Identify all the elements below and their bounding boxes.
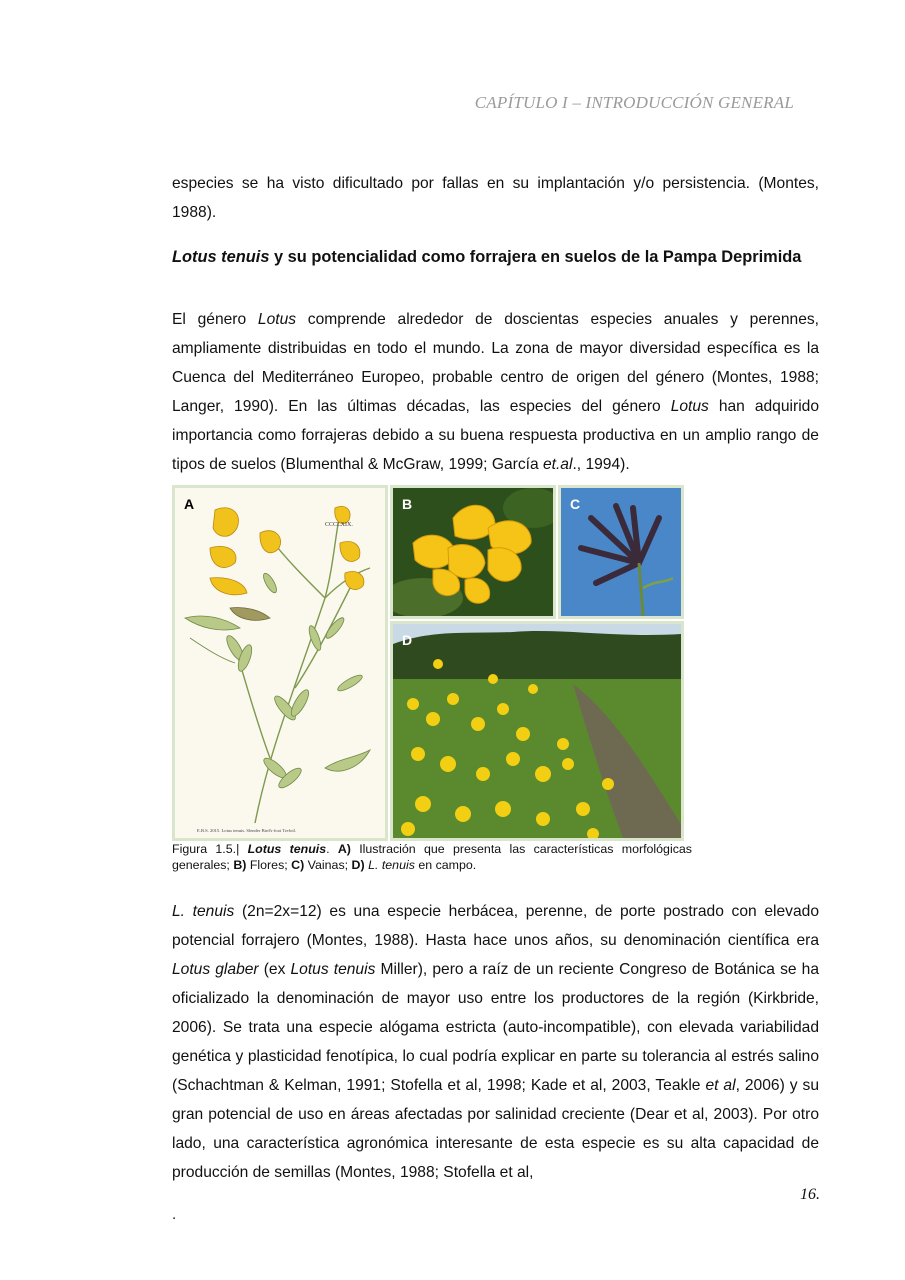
panel-d-label: D	[402, 632, 413, 648]
panel-b-flowers	[390, 485, 556, 619]
p2-s2: comprende alrededor de doscientas especies anuales y perennes, ampliamente distribuidas en todo el mundo. La zona de mayor diversidad específica es la Cuenca del Mediterráneo Europeo, probable centro de origen del género (Montes, 1988; Langer, 1990). En las últimas décadas, las especies del género	[172, 311, 819, 415]
caption-c: C)	[291, 858, 305, 872]
caption-b: B)	[233, 858, 247, 872]
p3-s3: Miller), pero a raíz de un reciente Congreso de Botánica se ha oficializado la denominación de mayor uso entre los productores de la región (Kirkbride, 2006). Se trata una especie alógama estricta (auto-incompatible), con elevada variabilidad genética y plasticidad fenotípica, lo cual podría explicar en parte su tolerancia al estrés salino (Schachtman & Kelman, 1991; Stofella et al, 1998; Kade et al, 2003, Teakle	[172, 961, 820, 1094]
caption-t2: Ilustración que presenta las características morfológicas generales;	[172, 842, 692, 872]
p2-s1: El género	[172, 311, 258, 328]
p2-i1: Lotus	[257, 311, 297, 328]
page-number: 16.	[800, 1186, 820, 1203]
field-photo	[393, 624, 681, 838]
caption-d: D)	[351, 858, 365, 872]
p2-s3: han adquirido importancia como forrajeras debido a su buena respuesta productiva en un amplio rango de tipos de suelos (Blumenthal & McGraw, 1999; García	[172, 398, 819, 473]
paragraph-3	[172, 897, 819, 1187]
stray-dot: .	[172, 1206, 177, 1223]
p3-i4: et al	[705, 1077, 736, 1094]
caption-t1: .	[326, 842, 338, 856]
section-heading-species: Lotus tenuis	[172, 248, 270, 266]
p3-s1: (2n=2x=12) es una especie herbácea, perenne, de porte postrado con elevado potencial forrajero (Montes, 1988). Hasta hace unos años, su denominación científica era	[172, 903, 819, 949]
p3-i3: Lotus tenuis	[290, 961, 376, 978]
caption-a: A)	[337, 842, 351, 856]
p2-i3: et.al	[542, 456, 573, 473]
panel-a-illustration	[172, 485, 388, 841]
panel-c-pods	[558, 485, 684, 619]
panel-a-label: A	[184, 496, 195, 512]
plate-caption: E.B.S. 2015. Lotus tenuis. Slender Bird's-foot Trefoil.	[197, 828, 297, 833]
caption-title: Lotus tenuis	[247, 842, 327, 856]
caption-t4: Vainas;	[304, 858, 352, 872]
panel-c-label: C	[570, 496, 581, 512]
running-header: CAPÍTULO I – INTRODUCCIÓN GENERAL	[474, 93, 794, 112]
figure-caption	[172, 841, 692, 873]
paragraph-1	[172, 169, 819, 227]
section-heading	[172, 248, 832, 267]
panel-b-label: B	[402, 496, 413, 512]
caption-t3: Flores;	[246, 858, 292, 872]
p2-i2: Lotus	[670, 398, 709, 415]
botanical-illustration	[175, 488, 385, 838]
plate-number: CCCLXIX.	[325, 522, 353, 528]
panel-d-field	[390, 621, 684, 841]
paragraph-1-text: especies se ha visto dificultado por fallas en su implantación y/o persistencia. (Montes, 1988).	[172, 175, 819, 221]
p3-s4: , 2006) y su gran potencial de uso en áreas afectadas por salinidad creciente (Dear et al, 2003). Por otro lado, una característica agronómica interesante de esta especie es su alta capacidad de producción de semillas (Montes, 1988; Stofella et al,	[172, 1077, 819, 1181]
p3-i2: Lotus glaber	[172, 961, 259, 978]
caption-t6: en campo.	[414, 858, 477, 872]
paragraph-2	[172, 305, 819, 479]
section-heading-rest: y su potencialidad como forrajera en suelos de la Pampa Deprimida	[269, 248, 802, 266]
flowers-photo	[393, 488, 553, 616]
caption-prefix: Figura 1.5.|	[172, 842, 248, 856]
p3-i1: L. tenuis	[172, 903, 235, 920]
p2-s4: ., 1994).	[572, 456, 630, 473]
caption-dname: L. tenuis	[368, 858, 415, 872]
figure-lotus-tenuis	[172, 485, 684, 841]
p3-s2: (ex	[258, 961, 291, 978]
